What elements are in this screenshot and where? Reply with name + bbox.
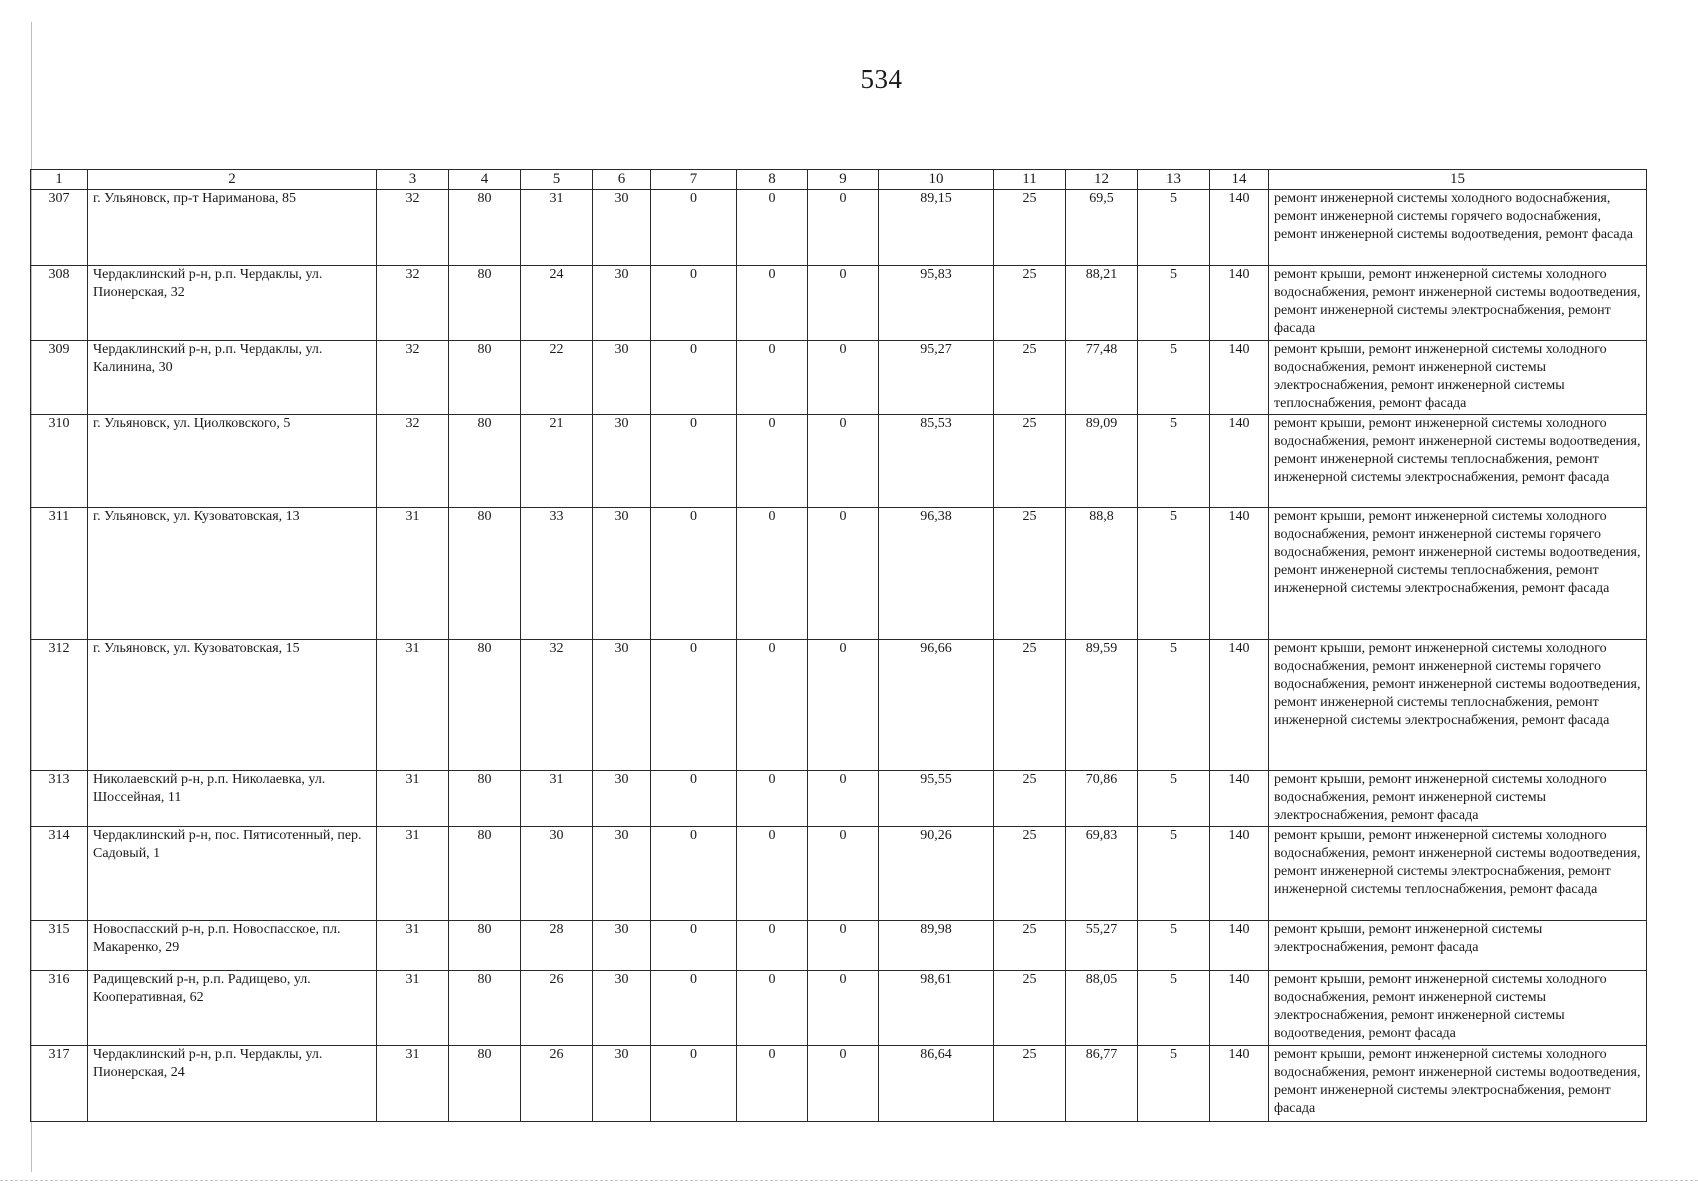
cell-col-6: 30 xyxy=(593,827,651,921)
works-list: ремонт крыши, ремонт инженерной системы холодного водоснабжения, ремонт инженерной системы горячего водоснабжения, ремонт инженерной системы водоотведения, ремонт инженерной системы теплоснабжения, ремонт инженерной системы электроснабжения, ремонт фасада xyxy=(1269,640,1647,771)
row-number: 313 xyxy=(31,771,88,827)
cell-col-6: 30 xyxy=(593,415,651,508)
cell-col-8: 0 xyxy=(737,266,808,341)
cell-col-10: 86,64 xyxy=(879,1046,994,1122)
cell-col-12: 86,77 xyxy=(1066,1046,1138,1122)
cell-col-3: 32 xyxy=(377,341,449,415)
cell-col-13: 5 xyxy=(1138,415,1210,508)
cell-col-9: 0 xyxy=(808,640,879,771)
cell-col-7: 0 xyxy=(651,341,737,415)
cell-col-5: 21 xyxy=(521,415,593,508)
cell-col-3: 31 xyxy=(377,921,449,971)
works-list: ремонт крыши, ремонт инженерной системы электроснабжения, ремонт фасада xyxy=(1269,921,1647,971)
cell-col-10: 89,15 xyxy=(879,190,994,266)
cell-col-8: 0 xyxy=(737,921,808,971)
cell-col-9: 0 xyxy=(808,771,879,827)
cell-col-6: 30 xyxy=(593,971,651,1046)
cell-col-14: 140 xyxy=(1210,341,1269,415)
cell-col-10: 95,27 xyxy=(879,341,994,415)
registry-table xyxy=(30,169,1647,1122)
table-row xyxy=(31,415,1647,508)
cell-col-6: 30 xyxy=(593,640,651,771)
cell-col-4: 80 xyxy=(449,508,521,640)
cell-col-13: 5 xyxy=(1138,341,1210,415)
cell-col-14: 140 xyxy=(1210,415,1269,508)
cell-col-9: 0 xyxy=(808,827,879,921)
cell-col-11: 25 xyxy=(994,971,1066,1046)
cell-col-8: 0 xyxy=(737,827,808,921)
works-list: ремонт крыши, ремонт инженерной системы холодного водоснабжения, ремонт инженерной системы электроснабжения, ремонт инженерной системы водоотведения, ремонт фасада xyxy=(1269,971,1647,1046)
cell-col-7: 0 xyxy=(651,971,737,1046)
col-header-11: 11 xyxy=(994,170,1066,190)
cell-col-7: 0 xyxy=(651,1046,737,1122)
cell-col-5: 33 xyxy=(521,508,593,640)
col-header-8: 8 xyxy=(737,170,808,190)
col-header-6: 6 xyxy=(593,170,651,190)
col-header-7: 7 xyxy=(651,170,737,190)
cell-col-13: 5 xyxy=(1138,1046,1210,1122)
col-header-12: 12 xyxy=(1066,170,1138,190)
cell-col-6: 30 xyxy=(593,190,651,266)
cell-col-4: 80 xyxy=(449,971,521,1046)
bottom-scan-rule xyxy=(0,1180,1698,1181)
cell-col-13: 5 xyxy=(1138,190,1210,266)
row-number: 308 xyxy=(31,266,88,341)
cell-col-3: 31 xyxy=(377,827,449,921)
cell-col-14: 140 xyxy=(1210,190,1269,266)
address: Николаевский р-н, р.п. Николаевка, ул. Шоссейная, 11 xyxy=(88,771,377,827)
table-row xyxy=(31,921,1647,971)
cell-col-11: 25 xyxy=(994,508,1066,640)
row-number: 309 xyxy=(31,341,88,415)
table-row xyxy=(31,190,1647,266)
cell-col-12: 77,48 xyxy=(1066,341,1138,415)
cell-col-9: 0 xyxy=(808,971,879,1046)
col-header-15: 15 xyxy=(1269,170,1647,190)
cell-col-5: 26 xyxy=(521,971,593,1046)
address: г. Ульяновск, пр-т Нариманова, 85 xyxy=(88,190,377,266)
works-list: ремонт крыши, ремонт инженерной системы холодного водоснабжения, ремонт инженерной системы водоотведения, ремонт инженерной системы теплоснабжения, ремонт инженерной системы электроснабжения, ремонт фасада xyxy=(1269,415,1647,508)
address: Чердаклинский р-н, пос. Пятисотенный, пер. Садовый, 1 xyxy=(88,827,377,921)
cell-col-7: 0 xyxy=(651,266,737,341)
works-list: ремонт инженерной системы холодного водоснабжения, ремонт инженерной системы горячего водоснабжения, ремонт инженерной системы водоотведения, ремонт фасада xyxy=(1269,190,1647,266)
cell-col-4: 80 xyxy=(449,190,521,266)
cell-col-12: 70,86 xyxy=(1066,771,1138,827)
cell-col-5: 30 xyxy=(521,827,593,921)
row-number: 312 xyxy=(31,640,88,771)
col-header-3: 3 xyxy=(377,170,449,190)
cell-col-12: 69,83 xyxy=(1066,827,1138,921)
col-header-4: 4 xyxy=(449,170,521,190)
cell-col-11: 25 xyxy=(994,827,1066,921)
cell-col-13: 5 xyxy=(1138,266,1210,341)
works-list: ремонт крыши, ремонт инженерной системы холодного водоснабжения, ремонт инженерной системы водоотведения, ремонт инженерной системы электроснабжения, ремонт фасада xyxy=(1269,1046,1647,1122)
col-header-14: 14 xyxy=(1210,170,1269,190)
col-header-13: 13 xyxy=(1138,170,1210,190)
cell-col-9: 0 xyxy=(808,190,879,266)
cell-col-4: 80 xyxy=(449,827,521,921)
works-list: ремонт крыши, ремонт инженерной системы холодного водоснабжения, ремонт инженерной системы водоотведения, ремонт инженерной системы электроснабжения, ремонт инженерной системы теплоснабжения, ремонт фасада xyxy=(1269,827,1647,921)
cell-col-12: 88,21 xyxy=(1066,266,1138,341)
table-row xyxy=(31,341,1647,415)
cell-col-11: 25 xyxy=(994,190,1066,266)
cell-col-7: 0 xyxy=(651,190,737,266)
cell-col-14: 140 xyxy=(1210,921,1269,971)
cell-col-9: 0 xyxy=(808,1046,879,1122)
cell-col-7: 0 xyxy=(651,415,737,508)
table-row xyxy=(31,1046,1647,1122)
page-number: 534 xyxy=(860,64,903,94)
cell-col-11: 25 xyxy=(994,266,1066,341)
cell-col-14: 140 xyxy=(1210,508,1269,640)
cell-col-11: 25 xyxy=(994,640,1066,771)
row-number: 314 xyxy=(31,827,88,921)
cell-col-4: 80 xyxy=(449,921,521,971)
cell-col-14: 140 xyxy=(1210,640,1269,771)
table-row xyxy=(31,508,1647,640)
cell-col-13: 5 xyxy=(1138,771,1210,827)
column-number-row xyxy=(31,170,1647,190)
cell-col-8: 0 xyxy=(737,640,808,771)
cell-col-4: 80 xyxy=(449,640,521,771)
cell-col-11: 25 xyxy=(994,771,1066,827)
cell-col-10: 96,38 xyxy=(879,508,994,640)
cell-col-11: 25 xyxy=(994,415,1066,508)
cell-col-8: 0 xyxy=(737,190,808,266)
cell-col-13: 5 xyxy=(1138,921,1210,971)
cell-col-6: 30 xyxy=(593,341,651,415)
cell-col-4: 80 xyxy=(449,415,521,508)
cell-col-3: 32 xyxy=(377,266,449,341)
cell-col-4: 80 xyxy=(449,341,521,415)
cell-col-5: 31 xyxy=(521,190,593,266)
cell-col-3: 31 xyxy=(377,1046,449,1122)
cell-col-12: 88,8 xyxy=(1066,508,1138,640)
cell-col-9: 0 xyxy=(808,508,879,640)
cell-col-14: 140 xyxy=(1210,266,1269,341)
cell-col-8: 0 xyxy=(737,341,808,415)
cell-col-6: 30 xyxy=(593,508,651,640)
cell-col-6: 30 xyxy=(593,771,651,827)
cell-col-14: 140 xyxy=(1210,1046,1269,1122)
cell-col-11: 25 xyxy=(994,921,1066,971)
cell-col-10: 90,26 xyxy=(879,827,994,921)
cell-col-9: 0 xyxy=(808,415,879,508)
address: г. Ульяновск, ул. Кузоватовская, 15 xyxy=(88,640,377,771)
cell-col-12: 88,05 xyxy=(1066,971,1138,1046)
cell-col-3: 32 xyxy=(377,190,449,266)
cell-col-6: 30 xyxy=(593,266,651,341)
cell-col-12: 69,5 xyxy=(1066,190,1138,266)
cell-col-6: 30 xyxy=(593,921,651,971)
table-row xyxy=(31,640,1647,771)
cell-col-3: 31 xyxy=(377,771,449,827)
table-row xyxy=(31,827,1647,921)
works-list: ремонт крыши, ремонт инженерной системы холодного водоснабжения, ремонт инженерной системы электроснабжения, ремонт фасада xyxy=(1269,771,1647,827)
cell-col-14: 140 xyxy=(1210,771,1269,827)
cell-col-9: 0 xyxy=(808,341,879,415)
cell-col-5: 28 xyxy=(521,921,593,971)
address: Радищевский р-н, р.п. Радищево, ул. Кооперативная, 62 xyxy=(88,971,377,1046)
cell-col-14: 140 xyxy=(1210,827,1269,921)
cell-col-9: 0 xyxy=(808,266,879,341)
cell-col-5: 32 xyxy=(521,640,593,771)
cell-col-8: 0 xyxy=(737,771,808,827)
cell-col-8: 0 xyxy=(737,1046,808,1122)
row-number: 315 xyxy=(31,921,88,971)
col-header-9: 9 xyxy=(808,170,879,190)
cell-col-8: 0 xyxy=(737,508,808,640)
cell-col-3: 31 xyxy=(377,640,449,771)
cell-col-10: 95,55 xyxy=(879,771,994,827)
row-number: 311 xyxy=(31,508,88,640)
cell-col-7: 0 xyxy=(651,921,737,971)
table-row xyxy=(31,266,1647,341)
col-header-5: 5 xyxy=(521,170,593,190)
cell-col-5: 31 xyxy=(521,771,593,827)
cell-col-10: 95,83 xyxy=(879,266,994,341)
cell-col-13: 5 xyxy=(1138,508,1210,640)
cell-col-13: 5 xyxy=(1138,640,1210,771)
cell-col-11: 25 xyxy=(994,1046,1066,1122)
col-header-2: 2 xyxy=(88,170,377,190)
cell-col-8: 0 xyxy=(737,971,808,1046)
cell-col-13: 5 xyxy=(1138,827,1210,921)
cell-col-13: 5 xyxy=(1138,971,1210,1046)
cell-col-10: 85,53 xyxy=(879,415,994,508)
address: Чердаклинский р-н, р.п. Чердаклы, ул. Калинина, 30 xyxy=(88,341,377,415)
cell-col-5: 22 xyxy=(521,341,593,415)
table-body xyxy=(31,190,1647,1122)
cell-col-6: 30 xyxy=(593,1046,651,1122)
cell-col-7: 0 xyxy=(651,771,737,827)
row-number: 310 xyxy=(31,415,88,508)
cell-col-5: 26 xyxy=(521,1046,593,1122)
cell-col-11: 25 xyxy=(994,341,1066,415)
row-number: 316 xyxy=(31,971,88,1046)
cell-col-9: 0 xyxy=(808,921,879,971)
table-row xyxy=(31,771,1647,827)
cell-col-5: 24 xyxy=(521,266,593,341)
cell-col-7: 0 xyxy=(651,827,737,921)
address: Чердаклинский р-н, р.п. Чердаклы, ул. Пионерская, 32 xyxy=(88,266,377,341)
address: Новоспасский р-н, р.п. Новоспасское, пл. Макаренко, 29 xyxy=(88,921,377,971)
cell-col-12: 89,59 xyxy=(1066,640,1138,771)
row-number: 307 xyxy=(31,190,88,266)
cell-col-4: 80 xyxy=(449,1046,521,1122)
cell-col-3: 31 xyxy=(377,508,449,640)
table-row xyxy=(31,971,1647,1046)
cell-col-12: 89,09 xyxy=(1066,415,1138,508)
col-header-1: 1 xyxy=(31,170,88,190)
cell-col-8: 0 xyxy=(737,415,808,508)
cell-col-3: 32 xyxy=(377,415,449,508)
works-list: ремонт крыши, ремонт инженерной системы холодного водоснабжения, ремонт инженерной системы электроснабжения, ремонт инженерной системы теплоснабжения, ремонт фасада xyxy=(1269,341,1647,415)
cell-col-14: 140 xyxy=(1210,971,1269,1046)
address: г. Ульяновск, ул. Циолковского, 5 xyxy=(88,415,377,508)
cell-col-10: 98,61 xyxy=(879,971,994,1046)
cell-col-4: 80 xyxy=(449,771,521,827)
cell-col-10: 89,98 xyxy=(879,921,994,971)
cell-col-12: 55,27 xyxy=(1066,921,1138,971)
cell-col-7: 0 xyxy=(651,640,737,771)
cell-col-7: 0 xyxy=(651,508,737,640)
cell-col-4: 80 xyxy=(449,266,521,341)
col-header-10: 10 xyxy=(879,170,994,190)
works-list: ремонт крыши, ремонт инженерной системы холодного водоснабжения, ремонт инженерной системы водоотведения, ремонт инженерной системы электроснабжения, ремонт фасада xyxy=(1269,266,1647,341)
address: Чердаклинский р-н, р.п. Чердаклы, ул. Пионерская, 24 xyxy=(88,1046,377,1122)
cell-col-3: 31 xyxy=(377,971,449,1046)
cell-col-10: 96,66 xyxy=(879,640,994,771)
works-list: ремонт крыши, ремонт инженерной системы холодного водоснабжения, ремонт инженерной системы горячего водоснабжения, ремонт инженерной системы водоотведения, ремонт инженерной системы теплоснабжения, ремонт инженерной системы электроснабжения, ремонт фасада xyxy=(1269,508,1647,640)
row-number: 317 xyxy=(31,1046,88,1122)
address: г. Ульяновск, ул. Кузоватовская, 13 xyxy=(88,508,377,640)
